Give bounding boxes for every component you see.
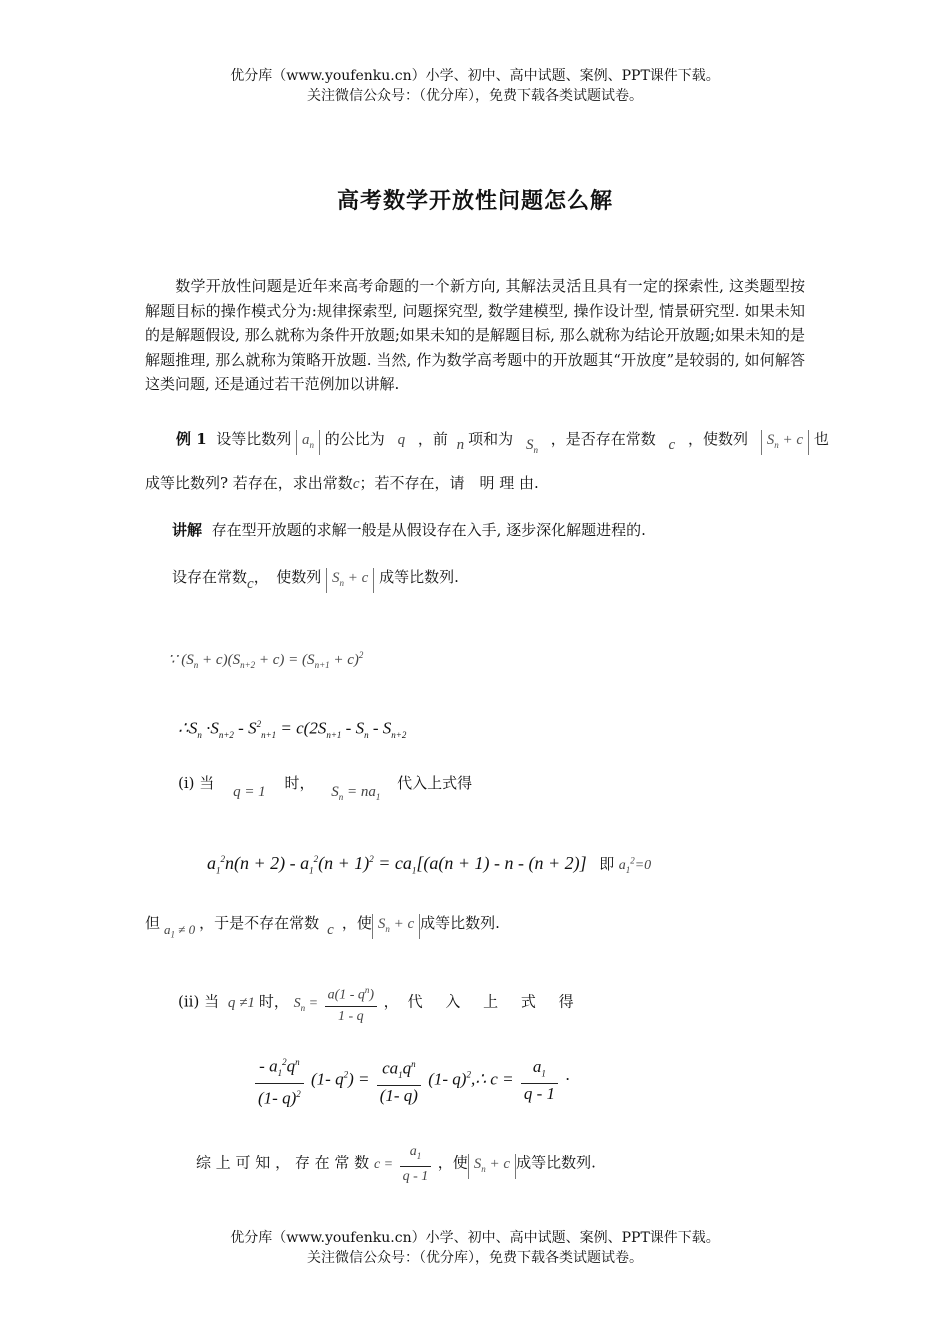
case1-line bbox=[178, 772, 472, 800]
formula-a1sq-eq-0: $a_1^2=0$ bbox=[618, 855, 652, 875]
solution-text: ，代 入 上 式 得 bbox=[383, 992, 583, 1011]
example-text: 也 bbox=[813, 430, 829, 448]
footer-line-2: 关注微信公众号：（优分库），免费下载各类试题试卷。 bbox=[307, 1250, 643, 1266]
formula-case2: $\frac{- a_1^2q^n}{(1- q)^2}$ (1- $q^2$) = $\frac{ca_1q^n}{(1- q)}$ (1- q)$^2$,∴ c = $\frac{a_1}{q - 1}$ · bbox=[252, 1052, 570, 1112]
formula-n: n bbox=[456, 437, 465, 453]
formula-q: q bbox=[397, 432, 406, 448]
formula-sn-plus-c: $S_n + c$ bbox=[372, 914, 420, 939]
formula-because: ∵ $(S_n + c)(S_{n+2} + c) = (S_{n+1} + c)^2$ bbox=[168, 650, 364, 670]
example-text: 设等比数列 bbox=[216, 430, 292, 448]
footer-line-1: 优分库（www.youfenku.cn）小学、初中、高中试题、案例、PPT课件下载。 bbox=[230, 1230, 720, 1246]
formula-sn-plus-c: $S_n + c$ bbox=[468, 1154, 516, 1179]
intro-paragraph bbox=[145, 274, 805, 397]
solution-text: ， 使数列 bbox=[253, 568, 322, 586]
intro-text: 数学开放性问题是近年来高考命题的一个新方向, 其解法灵活且具有一定的探索性, 这类题型按解题目标的操作模式分为:规律探索型, 问题探究型, 数学建模型, 操作设计型, 情景研究型. 如果未知的是解题假设, 那么就称为条件开放题;如果未知的是解题目标, 那么就称为结论开放题;如果未知的是解题推理, 那么就称为策略开放题. 当然, 作为数学高考题中的开放题其“开放度”是较弱的, 如何解答这类问题, 还是通过若干范例加以讲解. bbox=[145, 277, 805, 393]
page-footer bbox=[0, 1228, 950, 1268]
formula-q-eq-1: q = 1 bbox=[233, 784, 266, 800]
conclusion-line bbox=[196, 1142, 596, 1192]
example-text: ，前 bbox=[417, 430, 448, 448]
solution-text: 存在型开放题的求解一般是从假设存在入手, 逐步深化解题进程的. bbox=[211, 521, 646, 539]
solution-text: 设存在常数 bbox=[172, 568, 248, 586]
formula-c: c bbox=[327, 922, 334, 938]
solution-text: 时， bbox=[258, 992, 289, 1011]
formula-c: c bbox=[352, 476, 360, 492]
header-line-1: 优分库（www.youfenku.cn）小学、初中、高中试题、案例、PPT课件下载。 bbox=[230, 68, 720, 84]
page-title: 高考数学开放性问题怎么解 bbox=[336, 189, 613, 214]
solution-intro bbox=[172, 519, 646, 541]
formula-sn: $S_n$ bbox=[525, 437, 538, 455]
example-line-1 bbox=[176, 428, 829, 456]
solution-text: ，使 bbox=[437, 1153, 468, 1172]
solution-text: 成等比数列. bbox=[420, 914, 500, 932]
example-text: 的公比为 bbox=[324, 430, 385, 448]
assume-line bbox=[172, 566, 459, 593]
solution-label: 讲解 bbox=[172, 521, 203, 539]
formula-c-def: c = $\frac{a_1}{q - 1}$ bbox=[374, 1157, 438, 1172]
example-text: ，是否存在常数 bbox=[550, 430, 656, 448]
example-text: ，使数列 bbox=[688, 430, 749, 448]
formula-a1-neq-0: $a_1 \ne 0$ bbox=[164, 922, 196, 940]
solution-text: ，于是不存在常数 bbox=[199, 914, 320, 932]
solution-text: (i) 当 bbox=[178, 774, 215, 792]
formula-c: c bbox=[668, 437, 676, 453]
solution-text: 成等比数列. bbox=[516, 1153, 596, 1172]
page-header bbox=[0, 66, 950, 106]
formula-therefore: $\therefore S_n \cdot S_{n+2} - S^2_{n+1} = c(2S_{n+1} - S_n - S_{n+2}$ bbox=[178, 718, 407, 741]
case2-line bbox=[178, 980, 583, 1030]
example-line-2 bbox=[145, 472, 539, 495]
formula-sn-plus-c: $S_n + c$ bbox=[326, 568, 374, 593]
example-text: 成等比数列? 若存在，求出常数 bbox=[145, 474, 353, 492]
header-line-2: 关注微信公众号：（优分库），免费下载各类试题试卷。 bbox=[307, 88, 643, 104]
but-line bbox=[145, 912, 500, 940]
solution-text: 时， bbox=[284, 774, 315, 792]
formula-sn-def: $S_n$ = $\frac{a(1 - q^n)}{1 - q}$ bbox=[294, 996, 384, 1011]
solution-text: (ii) 当 bbox=[178, 992, 220, 1011]
solution-text: ，使 bbox=[341, 914, 372, 932]
formula-case1: $a_1^2n(n + 2) - a_1^2(n + 1)^2 = ca_1[(a(n + 1) - n - (n + 2)]$ 即 $a_1^2=0$ bbox=[207, 853, 652, 876]
example-text: ；若不存在，请 明 理 由. bbox=[359, 474, 539, 492]
formula-an: $a_n$ bbox=[296, 430, 320, 455]
formula-q-neq-1: q ≠1 bbox=[227, 994, 255, 1011]
example-text: 项和为 bbox=[468, 430, 514, 448]
formula-sn-plus-c: $S_n + c$ bbox=[761, 430, 809, 455]
solution-text: 但 bbox=[145, 914, 161, 932]
solution-text: 即 bbox=[599, 857, 615, 873]
solution-text: 成等比数列. bbox=[379, 568, 459, 586]
formula-sn-eq-na1: $S_n = na_1$ bbox=[331, 784, 381, 802]
solution-text: 代入上式得 bbox=[397, 774, 473, 792]
formula-c: c bbox=[247, 576, 254, 592]
solution-text: 综 上 可 知 ， 存 在 常 数 bbox=[196, 1153, 370, 1172]
example-label: 例 1 bbox=[176, 430, 207, 448]
